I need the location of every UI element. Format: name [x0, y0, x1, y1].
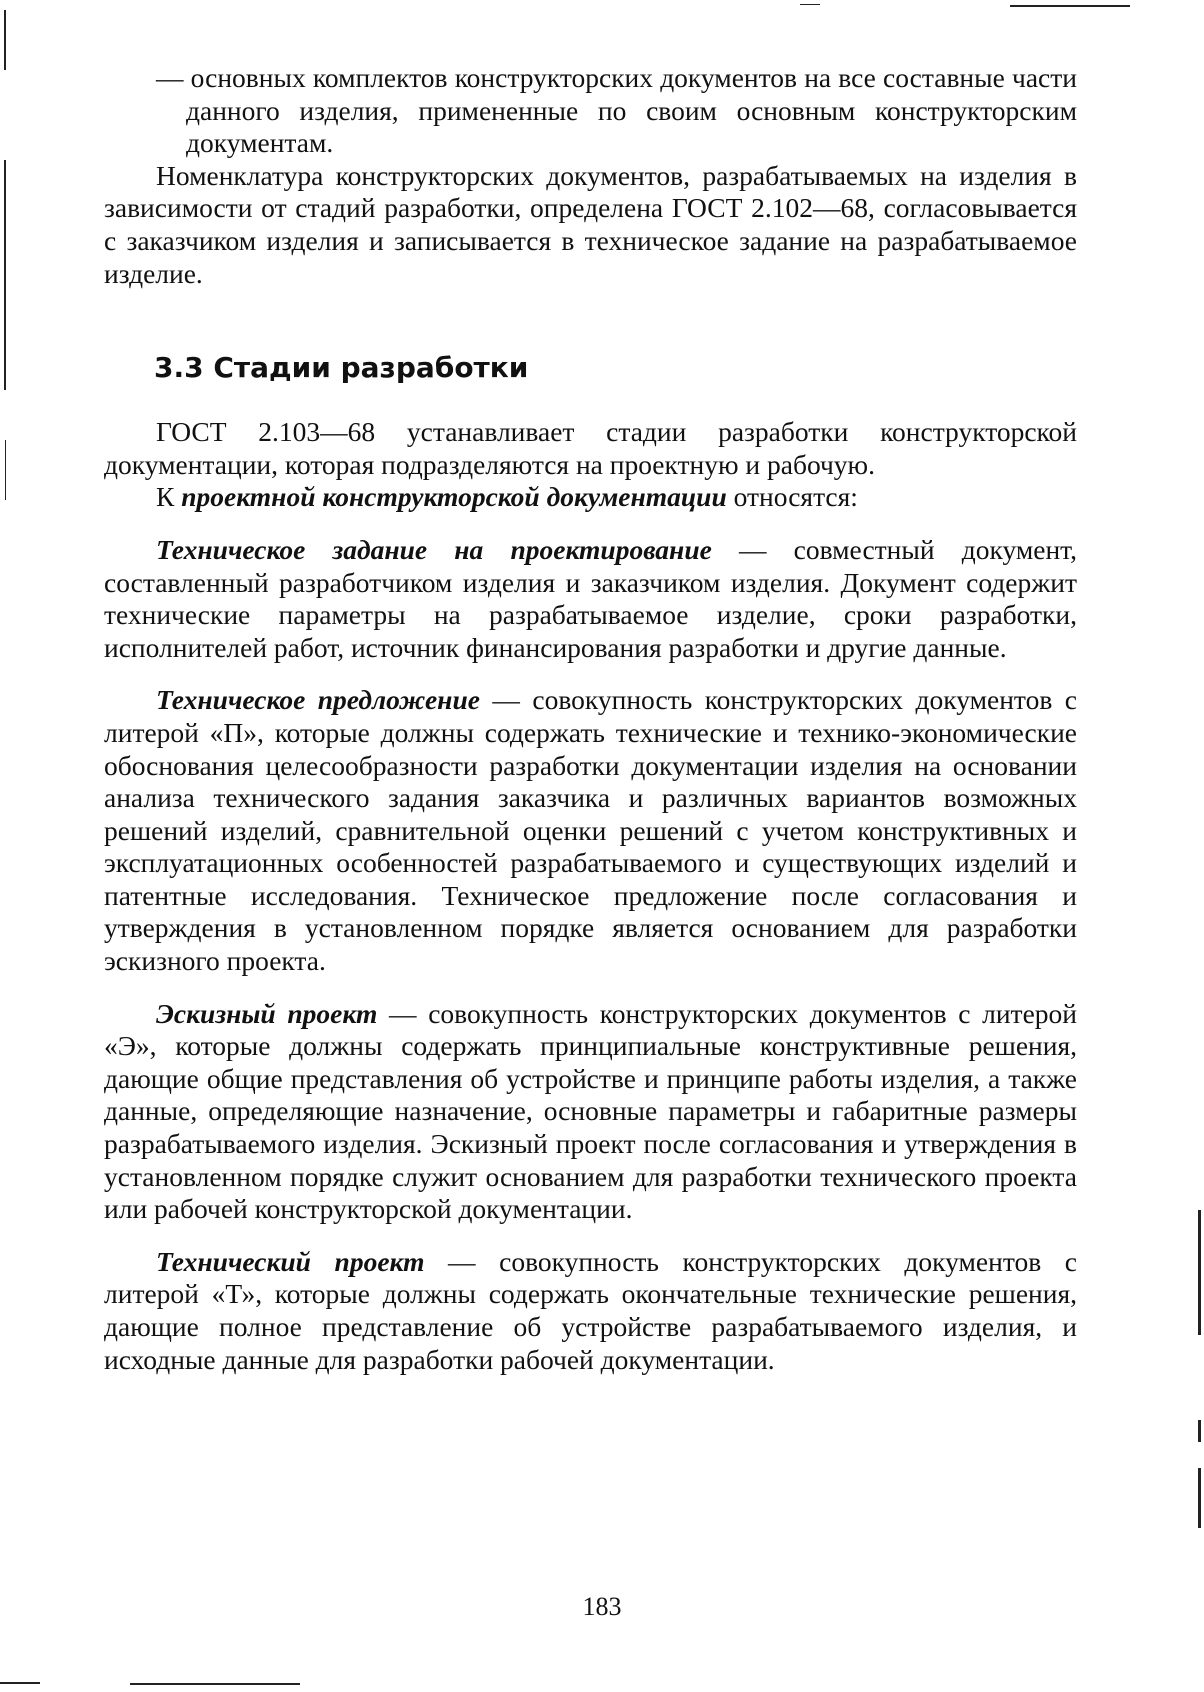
paragraph-text: К [156, 481, 182, 513]
definition-text: — совокупность конструкторских документов с литерой «Э», которые должны содержать принципиальные конструктивные решения, дающие общие представления об устройстве и принципе работы изделия, а также данные, определяющие назначение, основные параметры и габаритные размеры разрабатываемого изделия. Эскизный проект после согласования и утверждения в установленном порядке служит основанием для разработки технического проекта или рабочей конструкторской документации. [104, 997, 1077, 1225]
term: Техническое предложение [156, 684, 480, 716]
scan-edge-mark [4, 10, 6, 70]
paragraph: ГОСТ 2.103—68 устанавливает стадии разработки конструкторской документации, которая подразделяются на проектную и рабочую. [104, 416, 1077, 480]
definition-text: — совокупность конструкторских документов с литерой «Т», которые должны содержать окончательные технические решения, дающие полное представление об устройстве разрабатываемого изделия, и исходные данные для разработки рабочей документации. [104, 1245, 1077, 1375]
definition-paragraph [104, 684, 1077, 977]
term: проектной конструкторской документации [181, 481, 727, 513]
term: Технический проект [156, 1245, 425, 1277]
scan-edge-mark [4, 160, 6, 390]
scan-edge-mark [5, 440, 6, 500]
definition-text: — совокупность конструкторских документов с литерой «П», которые должны содержать технические и технико-экономические обоснования целесообразности разработки документации изделия на основании анализа технического задания заказчика и различных вариантов возможных решений изделий, сравнительной оценки решений с учетом конструктивных и эксплуатационных особенностей разрабатываемого и существующих изделий и патентные исследования. Техническое предложение после согласования и утверждения в установленном порядке является основанием для разработки эскизного проекта. [104, 684, 1077, 977]
page-number: 183 [582, 1592, 622, 1621]
scan-edge-mark [1198, 1420, 1201, 1442]
paragraph [104, 481, 1077, 514]
paragraph-text: относятся: [726, 481, 858, 513]
scan-edge-mark [130, 1683, 300, 1685]
section-heading: 3.3 Стадии разработки [154, 351, 529, 385]
scan-edge-mark [1198, 1210, 1201, 1335]
scan-edge-mark [800, 4, 820, 5]
definition-text: — совместный документ, составленный разработчиком изделия и заказчиком изделия. Документ содержит технические параметры на разрабатываемое изделие, сроки разработки, исполнителей работ, источник финансирования разработки и другие данные. [104, 533, 1077, 663]
list-item: — основных комплектов конструкторских документов на все составные части данного изделия, примененные по своим основным конструкторским документам. [156, 62, 1077, 159]
definition-paragraph [104, 534, 1077, 664]
term: Техническое задание на проектирование [156, 533, 712, 565]
scan-edge-mark [0, 1682, 40, 1684]
scan-edge-mark [1010, 5, 1130, 7]
term: Эскизный проект [156, 997, 378, 1029]
definition-paragraph [104, 998, 1077, 1226]
paragraph: Номенклатура конструкторских документов, разрабатываемых на изделия в зависимости от стадий разработки, определена ГОСТ 2.102—68, согласовывается с заказчиком изделия и записывается в техническое задание на разрабатываемое изделие. [104, 159, 1077, 289]
definition-paragraph [104, 1246, 1077, 1376]
document-page [104, 62, 1077, 1376]
scan-edge-mark [1198, 1468, 1201, 1528]
